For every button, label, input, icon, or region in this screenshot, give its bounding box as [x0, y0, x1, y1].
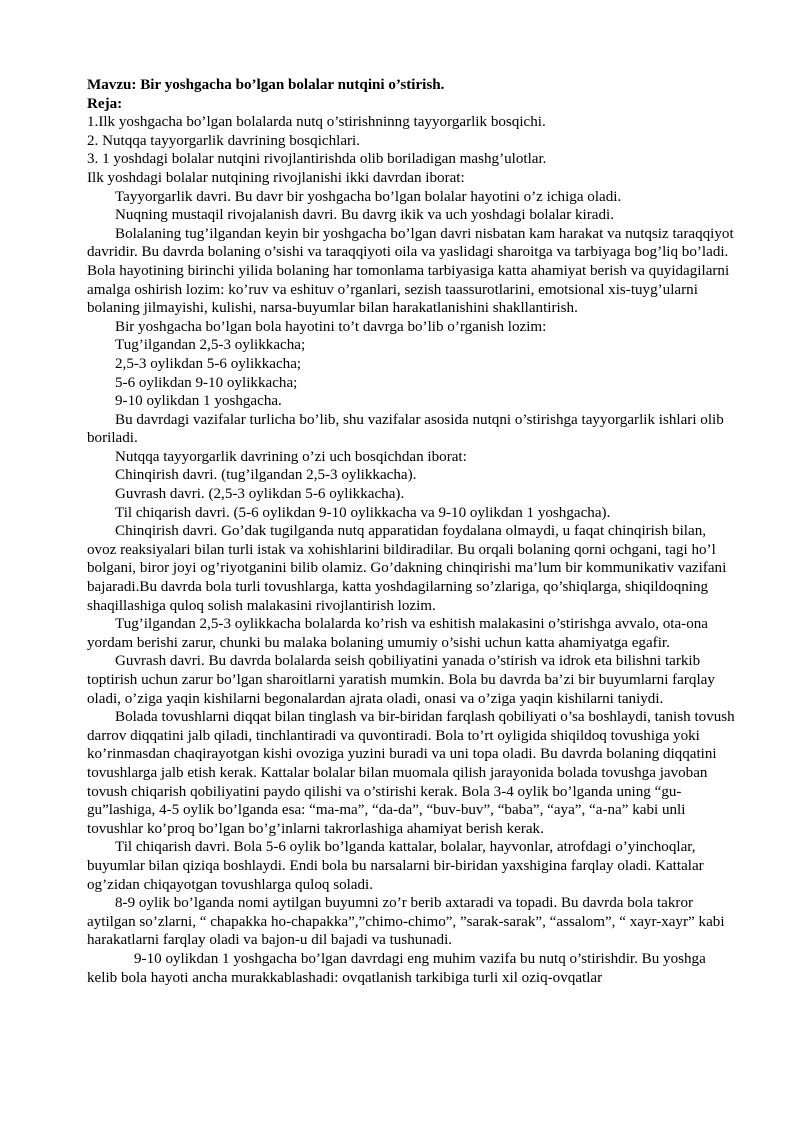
- list-item: 5-6 oylikdan 9-10 oylikkacha;: [115, 374, 298, 391]
- section-subheading: Ilk yoshdagi bolalar nutqining rivojlanishi ikki davrdan iborat:: [87, 169, 465, 186]
- paragraph: Bu davrdagi vazifalar turlicha bo’lib, shu vazifalar asosida nutqni o’stirishga tayyorgarlik ishlari olib boriladi.: [87, 411, 724, 447]
- list-item: Chinqirish davri. (tug’ilgandan 2,5-3 oylikkacha).: [115, 467, 417, 484]
- list-item: Tug’ilgandan 2,5-3 oylikkacha;: [115, 337, 306, 354]
- list-item: 9-10 oylikdan 1 yoshgacha.: [115, 393, 282, 410]
- paragraph: Bolalaning tug’ilgandan keyin bir yoshgacha bo’lgan davri nisbatan kam harakat va nutqsiz taraqqiyot davridir. Bu davrda bolaning o’sishi va taraqqiyoti oila va yaslidagi sharoitga va tarbiyaga bog’liq bo’ladi. Bola hayotining birinchi yilida bolaning har tomonlama tarbiyasiga katta ahamiyat berish va quyidagilarni amalga oshirish lozim: ko’ruv va eshituv o’rganlari, sezish taassurotlarini, emotsional xis-tuyg’ularni bolaning jilmayishi, kulishi, narsa-buyumlar bilan harakatlanishini shakllantirish.: [87, 225, 734, 317]
- document-title: Mavzu: Bir yoshgacha bo’lgan bolalar nutqini o’stirish.: [87, 77, 445, 93]
- list-item: 2,5-3 oylikdan 5-6 oylikkacha;: [115, 355, 302, 372]
- paragraph: Tayyorgarlik davri. Bu davr bir yoshgacha bo’lgan bolalar hayotini o’z ichiga oladi.: [115, 188, 622, 205]
- paragraph: 8-9 oylik bo’lganda nomi aytilgan buyumni zo’r berib axtaradi va topadi. Bu davrda bola takror aytilgan so’zlarni, “ chapakka ho-chapakka”,”chimo-chimo”, ”sarak-sarak”, “assalom”, “ xayr-xayr” kabi harakatlarni farqlay oladi va bajon-u dil bajadi va tushunadi.: [87, 895, 725, 949]
- paragraph: Chinqirish davri. Go’dak tugilganda nutq apparatidan foydalana olmaydi, u faqat chinqirish bilan, ovoz reaksiyalari bilan turli istak va xohishlarini bildiradilar. Bu orqali bolaning qorni ochgani, tagi ho’l bolgani, biror joyi og’riyotganini bilib olamiz. Go’dakning chinqirishi ma’lum bir kommunikativ vazifani bajaradi.Bu davrda bola turli tovushlarga, katta yoshdagilarning so’zlariga, qo’shiqlarga, shiqildoqning shaqillashiga quloq solish malakasini rivojlantirish lozim.: [87, 523, 727, 614]
- plan-item: 3. 1 yoshdagi bolalar nutqini rivojlantirishda olib boriladigan mashg’ulotlar.: [87, 151, 547, 168]
- paragraph: Guvrash davri. Bu davrda bolalarda seish qobiliyatini yanada o’stirish va idrok eta bilishni tarkib toptirish uchun zarur bo’lgan sharoitlarni yaratish mumkin. Bola bu davrda ba’zi bir buyumlarni farqlay oladi, o’ziga yaqin kishilarni begonalardan ajrata oladi, onasi va o’ziga yaqin kishilarni taniydi.: [87, 653, 715, 707]
- paragraph: Bolada tovushlarni diqqat bilan tinglash va bir-biridan farqlash qobiliyati o’sa boshlaydi, tanish tovush darrov diqqatini jalb qiladi, tinchlantiradi va quvontiradi. Bola to’rt oyligida shiqildoq tovushiga yoki ko’rinmasdan chaqirayotgan kishi ovoziga yuzini buradi va uni topa oladi. Bu davrda bolaning diqqatini tovushlarga jalb etish kerak. Kattalar bolalar bilan muomala qilish jarayonida bolada tovushga javoban tovush chiqarish qobiliyatini paydo qilishi va o’stirishi kerak. Bola 3-4 oylik bo’lganda uning “gu-gu”lashiga, 4-5 oylik bo’lganda esa: “ma-ma”, “da-da”, “buv-buv”, “baba”, “aya”, “a-na” kabi unli tovushlar ko’proq bo’lgan bo’g’inlarni takrorlashiga ahamiyat berish kerak.: [87, 709, 735, 837]
- paragraph: 9-10 oylikdan 1 yoshgacha bo’lgan davrdagi eng muhim vazifa bu nutq o’stirishdir. Bu yoshga kelib bola hayoti ancha murakkablashadi: ovqatlanish tarkibiga turli xil oziq-ovqatlar: [87, 950, 706, 986]
- paragraph: Bir yoshgacha bo’lgan bola hayotini to’t davrga bo’lib o’rganish lozim:: [115, 318, 547, 335]
- list-item: Guvrash davri. (2,5-3 oylikdan 5-6 oylikkacha).: [115, 486, 405, 503]
- plan-item: 2. Nutqqa tayyorgarlik davrining bosqichlari.: [87, 132, 361, 149]
- list-item: Til chiqarish davri. (5-6 oylikdan 9-10 oylikkacha va 9-10 oylikdan 1 yoshgacha).: [115, 504, 611, 521]
- plan-heading: Reja:: [87, 95, 123, 112]
- paragraph: Nuqning mustaqil rivojalanish davri. Bu davrg ikik va uch yoshdagi bolalar kiradi.: [115, 207, 614, 224]
- document-page: [87, 76, 739, 987]
- plan-item: 1.Ilk yoshgacha bo’lgan bolalarda nutq o’stirishninng tayyorgarlik bosqichi.: [87, 114, 546, 131]
- paragraph: Tug’ilgandan 2,5-3 oylikkacha bolalarda ko’rish va eshitish malakasini o’stirishga avvalo, ota-ona yordam berishi zarur, chunki bu malaka bolaning umumiy o’sishi uchun katta ahamiyatga egafir.: [87, 616, 708, 651]
- paragraph: Til chiqarish davri. Bola 5-6 oylik bo’lganda kattalar, bolalar, hayvonlar, atrofdagi o’yinchoqlar, buyumlar bilan qiziqa boshlaydi. Endi bola bu narsalarni bir-biridan yaxshigina farqlay oladi. Kattalar og’zidan chiqayotgan tovushlarga quloq soladi.: [87, 839, 704, 893]
- paragraph: Nutqqa tayyorgarlik davrining o’zi uch bosqichdan iborat:: [115, 448, 467, 465]
